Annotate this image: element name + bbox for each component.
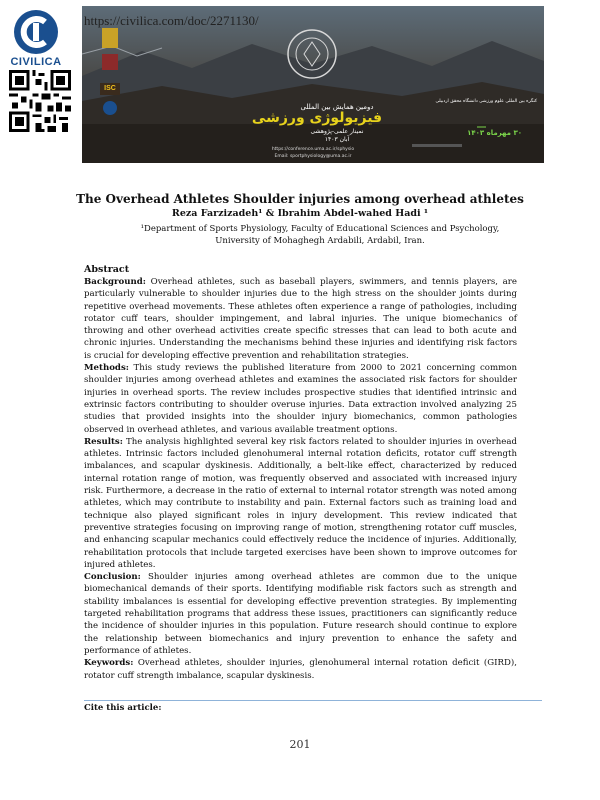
cite-label: Cite this article: (84, 703, 162, 713)
banner-line-3: نمینار علمی-پژوهشی (310, 128, 364, 135)
civilica-brand-name[interactable]: CIVILICA (10, 56, 62, 68)
banner-date: ۳۰ مهرماه ۱۴۰۳ (467, 129, 522, 137)
conclusion-section (84, 571, 517, 657)
background-section (84, 276, 517, 362)
conference-banner (82, 6, 544, 163)
university-emblem-icon (102, 28, 118, 48)
paper-affiliation: ¹Department of Sports Physiology, Faculty of Educational Sciences and Psychology, University of Mohaghegh Ardabili, Ardabil, Iran. (140, 224, 500, 246)
banner-email: Email: sportphysiology@uma.ac.ir (274, 154, 352, 159)
document-url-link[interactable]: https://civilica.com/doc/2271130/ (84, 13, 259, 28)
paper-title: The Overhead Athletes Shoulder injuries among overhead athletes (76, 192, 524, 206)
civilica-logo-icon[interactable] (12, 8, 60, 56)
ministry-emblem-icon (102, 54, 118, 70)
conclusion-text: Shoulder injuries among overhead athletes are common due to the unique biomechanical demands of their sports. Identifying modifiable risk factors such as strength and stability imbalances is essential for developing effective prevention strategies. By implementing targeted rehabilitation programs that address these issues, practitioners can significantly reduce the incidence of shoulder injuries in this population. Future research should continue to explore the relationship between biomechanics and injury prevention to enhance the safety and performance of athletes. (84, 572, 517, 656)
results-text: The analysis highlighted several key risk factors related to shoulder injuries in overhead athletes. Intrinsic factors included glenohumeral internal rotation deficits, rotator cuff strength imbalances, and scapular dyskinesis. Additionally, a belt-like effect, characterized by reduced internal rotation range of motion, was frequently observed and associated with increased injury risk. Furthermore, a decrease in the ratio of external to internal rotator strength was noted among athletes, which may contribute to instability and pain. External factors such as training load and technique also played significant roles in injury development. This review indicated that preventive strategies focusing on improving range of motion, strengthening rotator cuff muscles, and enhancing scapular mechanics could effectively reduce the incidence of injuries. Additionally, rehabilitation protocols that include targeted exercises have been shown to improve outcomes for injured athletes. (84, 436, 517, 570)
background-text: Overhead athletes, such as baseball players, swimmers, and tennis players, are particularly vulnerable to shoulder injuries due to the high stress on the shoulder joints during repetitive overhead movements. These athletes often experience a range of pathologies, including rotator cuff tears, shoulder impingement, and labral injuries. The unique biomechanics of throwing and other overhead activities create specific stresses that can lead to both acute and chronic injuries. Understanding the mechanisms behind these injuries and identifying risk factors is crucial for developing effective prevention and rehabilitation strategies. (84, 277, 517, 361)
keywords-text: Overhead athletes, shoulder injuries, glenohumeral internal rotation deficit (GIRD), rotator cuff strength imbalance, scapular dyskinesis. (84, 658, 517, 681)
methods-section (84, 362, 517, 436)
banner-right-text: کنگره بین المللی علوم ورزشی دانشگاه محقق اردبیلی (435, 99, 537, 104)
conclusion-label: Conclusion: (84, 572, 141, 583)
footer-divider (84, 700, 542, 701)
abstract-heading: Abstract (84, 264, 130, 275)
qr-code-icon (9, 70, 71, 132)
background-label: Background: (84, 277, 146, 287)
paper-authors: Reza Farzizadeh¹ & Ibrahim Abdel-wahed Hadi ¹ (171, 208, 429, 219)
keywords-label: Keywords: (84, 658, 134, 669)
banner-conference-title: فیزیولوژی ورزشی (251, 110, 383, 126)
banner-line-1: دومین همایش بین المللی (300, 103, 374, 111)
results-label: Results: (84, 436, 123, 447)
banner-website: https://conference.uma.ac.ir/sphysio (271, 147, 355, 152)
banner-line-4: آبان ۱۴۰۳ (324, 136, 350, 143)
civilica-small-icon (103, 101, 117, 115)
methods-text: This study reviews the published literature from 2000 to 2021 concerning common shoulder injuries among overhead athletes and examines the associated risk factors for shoulder injuries in overhead sports. The review includes prospective studies that identified intrinsic and extrinsic factors contributing to shoulder overuse injuries. Data extraction involved analyzing 25 studies that provided insights into the shoulder injury biomechanics, common pathologies observed in overhead athletes, and various available treatment options. (84, 363, 517, 435)
isc-badge: ISC (100, 83, 120, 95)
abstract-body (84, 276, 517, 682)
results-section (84, 436, 517, 571)
methods-label: Methods: (84, 363, 129, 374)
page-number: 201 (289, 738, 311, 751)
keywords-section (84, 657, 517, 682)
